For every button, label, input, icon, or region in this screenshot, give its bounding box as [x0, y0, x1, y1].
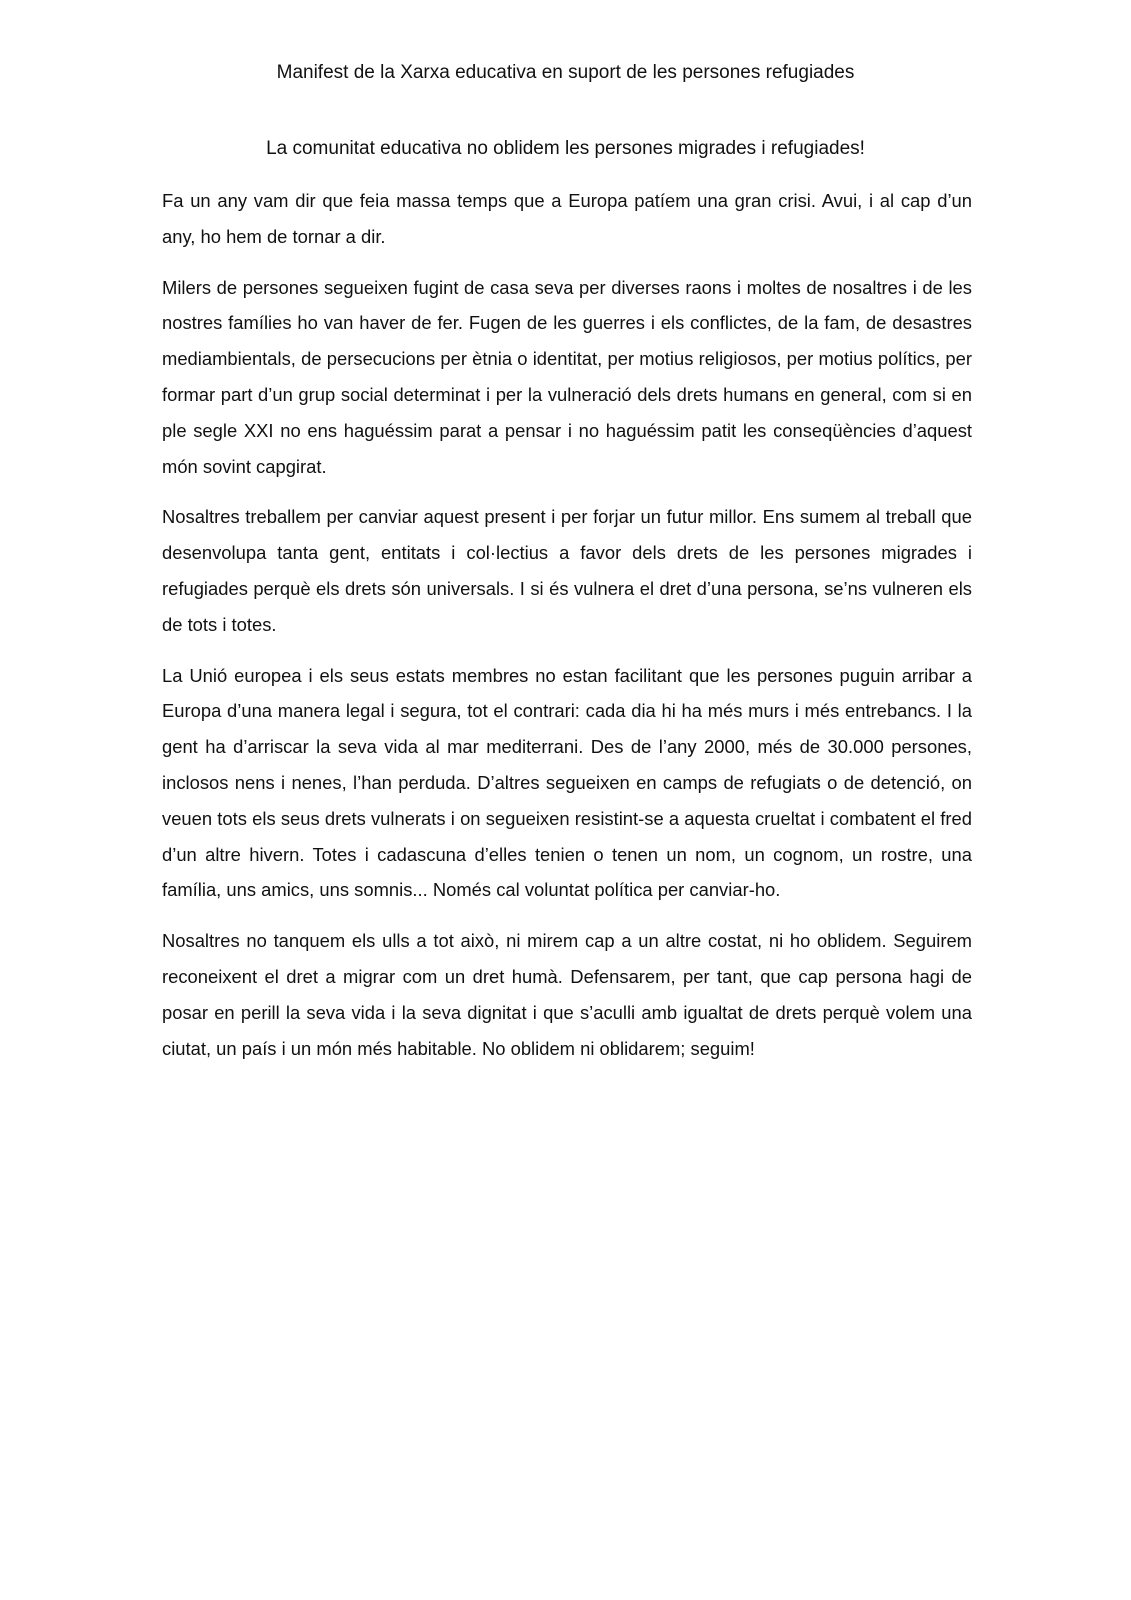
document-title: Manifest de la Xarxa educativa en suport de les persones refugiades — [276, 62, 855, 83]
paragraph-5: Nosaltres no tanquem els ulls a tot això, ni mirem cap a un altre costat, ni ho oblidem. Seguirem reconeixent el dret a migrar com un dret humà. Defensarem, per tant, que cap persona hagi de posar en perill la seva vida i la seva dignitat i que s’aculli amb igualtat de drets perquè volem una ciutat, un país i un món més habitable. No oblidem ni oblidarem; seguim! — [162, 930, 972, 1059]
document-subtitle: La comunitat educativa no oblidem les persones migrades i refugiades! — [266, 138, 865, 159]
document-body — [162, 183, 972, 1081]
paragraph-4: La Unió europea i els seus estats membres no estan facilitant que les persones puguin arribar a Europa d’una manera legal i segura, tot el contrari: cada dia hi ha més murs i més entrebancs. I la gent ha d’arriscar la seva vida al mar mediterrani. Des de l’any 2000, més de 30.000 persones, inclosos nens i nenes, l’han perduda. D’altres segueixen en camps de refugiats o de detenció, on veuen tots els seus drets vulnerats i on segueixen resistint-se a aquesta crueltat i combatent el fred d’un altre hivern. Totes i cadascuna d’elles tenien o tenen un nom, un cognom, un rostre, una família, uns amics, uns somnis... Només cal voluntat política per canviar-ho. — [162, 664, 972, 901]
paragraph-1: Fa un any vam dir que feia massa temps que a Europa patíem una gran crisi. Avui, i al cap d’un any, ho hem de tornar a dir. — [162, 190, 972, 247]
paragraph-2: Milers de persones segueixen fugint de casa seva per diverses raons i moltes de nosaltres i de les nostres famílies ho van haver de fer. Fugen de les guerres i els conflictes, de la fam, de desastres mediambientals, de persecucions per ètnia o identitat, per motius religiosos, per motius polítics, per formar part d’un grup social determinat i per la vulneració dels drets humans en general, com si en ple segle XXI no ens haguéssim parat a pensar i no haguéssim patit les conseqüències d’aquest món sovint capgirat. — [162, 276, 972, 477]
paragraph-3: Nosaltres treballem per canviar aquest present i per forjar un futur millor. Ens sumem al treball que desenvolupa tanta gent, entitats i col·lectius a favor dels drets de les persones migrades i refugiades perquè els drets són universals. I si és vulnera el dret d’una persona, se’ns vulneren els de tots i totes. — [162, 506, 972, 635]
